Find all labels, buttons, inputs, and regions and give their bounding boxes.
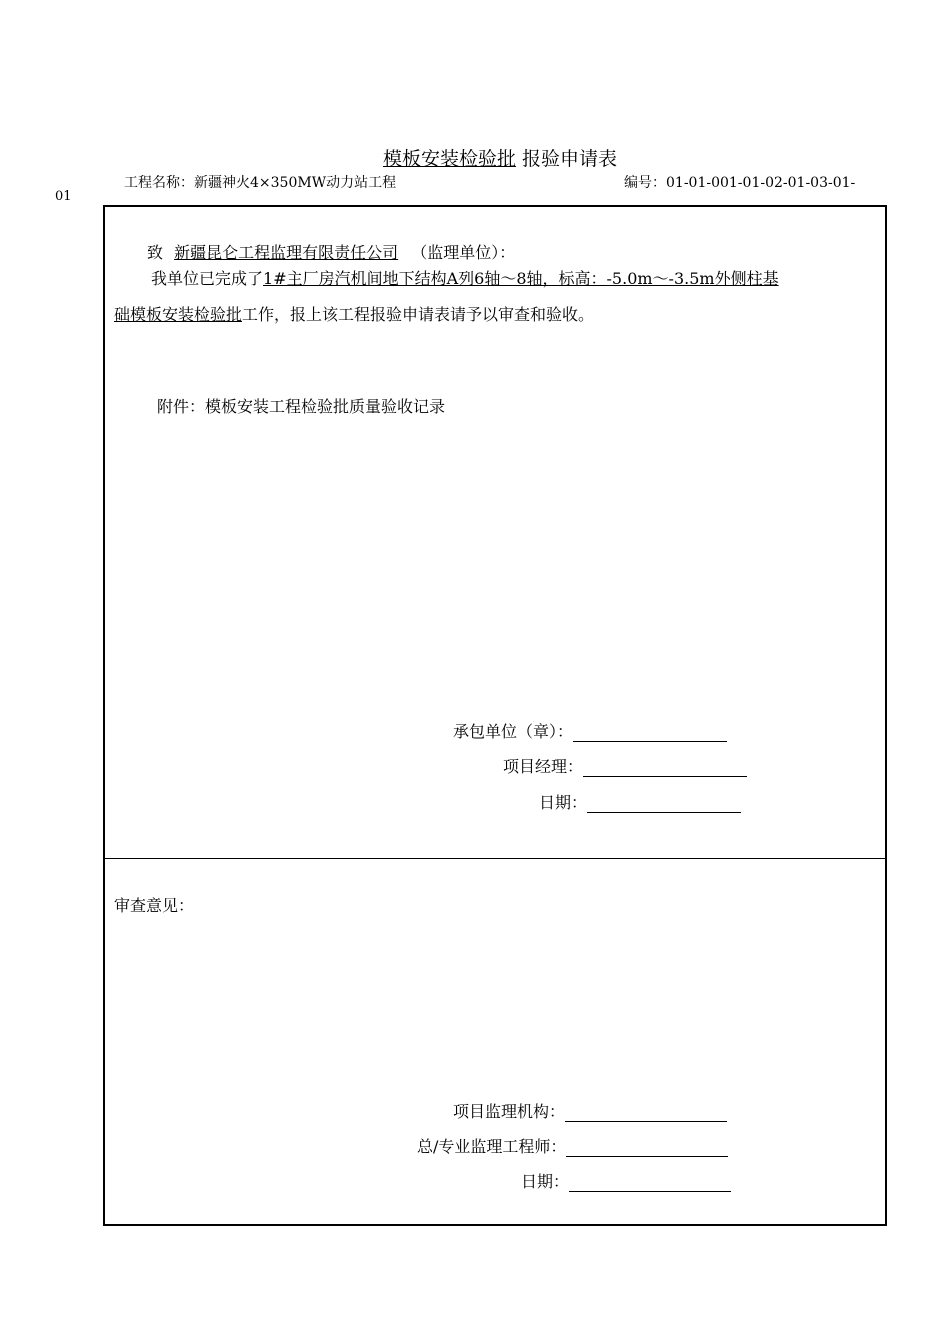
supervisor-suffix: （监理单位）： [411, 243, 516, 262]
review-date-row [521, 1169, 731, 1192]
contractor-signature-line [573, 727, 727, 742]
application-date-line [587, 798, 741, 813]
supervision-org-row [453, 1099, 727, 1122]
addressee-line [147, 240, 515, 263]
to-prefix: 致 [147, 243, 164, 262]
code-value: 01-01-001-01-02-01-03-01- [666, 175, 856, 191]
application-date-row [539, 790, 741, 813]
supervision-org-label: 项目监理机构： [453, 1102, 566, 1121]
work-description-1: 1#主厂房汽机间地下结构A列6轴～8轴，标高：-5.0m～-3.5m外侧柱基 [263, 269, 779, 288]
supervisor-company: 新疆昆仑工程监理有限责任公司 [174, 243, 399, 262]
contractor-label: 承包单位（章）： [453, 722, 574, 741]
work-description-2: 础模板安装检验批 [114, 305, 243, 324]
form-title [0, 144, 950, 171]
contractor-row [453, 719, 727, 742]
completed-suffix: 工作，报上该工程报验申请表请予以审查和验收。 [242, 305, 595, 324]
form-code-line [624, 172, 855, 192]
project-name: 新疆神火4×350MW动力站工程 [194, 175, 397, 191]
completed-prefix: 我单位已完成了 [151, 269, 264, 288]
work-line-1 [151, 266, 779, 289]
manager-signature-line [583, 762, 747, 777]
review-opinion-label: 审查意见： [114, 896, 195, 915]
supervision-org-signature-line [565, 1107, 727, 1122]
manager-row [503, 754, 747, 777]
code-continuation: 01 [55, 189, 72, 204]
review-date-line [569, 1177, 731, 1192]
project-name-line [124, 172, 396, 192]
code-label: 编号： [624, 175, 666, 191]
manager-label: 项目经理： [503, 757, 584, 776]
work-line-2 [114, 302, 594, 325]
section-divider [105, 858, 885, 859]
form-frame [103, 205, 887, 1226]
engineer-row [417, 1134, 728, 1157]
form-title-rest: 报验申请表 [522, 148, 618, 170]
review-date-label: 日期： [521, 1172, 570, 1191]
attachment-note: 附件：模板安装工程检验批质量验收记录 [157, 397, 446, 416]
form-title-underlined: 模板安装检验批 [382, 148, 516, 170]
engineer-label: 总/专业监理工程师： [417, 1137, 567, 1156]
engineer-signature-line [566, 1142, 728, 1157]
project-label: 工程名称： [124, 175, 194, 191]
application-date-label: 日期： [539, 793, 588, 812]
